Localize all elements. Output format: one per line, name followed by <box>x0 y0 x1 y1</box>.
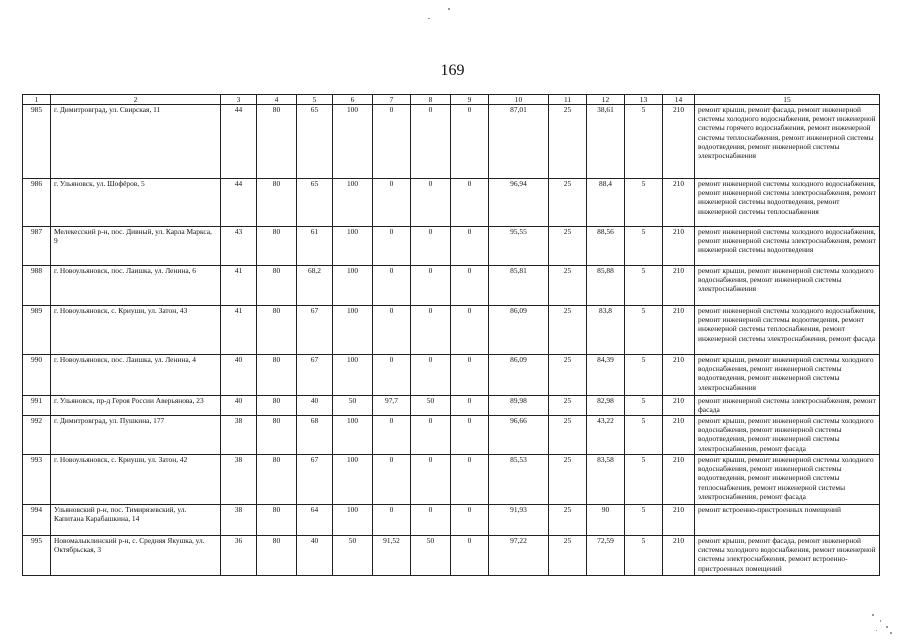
table-row <box>23 266 880 306</box>
repair-table <box>22 94 880 576</box>
value-cell: 80 <box>257 355 297 396</box>
value-cell: 67 <box>297 455 333 505</box>
value-cell: 5 <box>625 227 663 266</box>
value-cell: 0 <box>451 455 489 505</box>
value-cell: 0 <box>373 105 411 179</box>
table-row <box>23 505 880 536</box>
value-cell: 96,94 <box>489 179 549 227</box>
address-cell: г. Ульяновск, ул. Шофёров, 5 <box>51 179 221 227</box>
value-cell: 210 <box>663 416 695 455</box>
column-header: 15 <box>695 95 880 105</box>
value-cell: 25 <box>549 416 587 455</box>
value-cell: 80 <box>257 536 297 576</box>
value-cell: 5 <box>625 396 663 416</box>
value-cell: 50 <box>333 396 373 416</box>
table-row <box>23 306 880 355</box>
value-cell: 91,52 <box>373 536 411 576</box>
value-cell: 210 <box>663 105 695 179</box>
address-cell: г. Димитровград, ул. Пушкина, 177 <box>51 416 221 455</box>
value-cell: 61 <box>297 227 333 266</box>
table-row <box>23 416 880 455</box>
scan-speck <box>448 8 450 10</box>
value-cell: 0 <box>451 396 489 416</box>
value-cell: 97,7 <box>373 396 411 416</box>
value-cell: 0 <box>411 179 451 227</box>
scan-speck <box>876 630 877 631</box>
works-cell: ремонт крыши, ремонт фасада, ремонт инженерной системы холодного водоснабжения, ремонт инженерной системы горячего водоснабжения, ремонт инженерной системы теплоснабжения, ремонт инженерной системы водоотведения, ремонт инженерной системы электроснабжения <box>695 105 880 179</box>
value-cell: 0 <box>411 266 451 306</box>
value-cell: 100 <box>333 505 373 536</box>
value-cell: 38,61 <box>587 105 625 179</box>
value-cell: 0 <box>373 505 411 536</box>
value-cell: 25 <box>549 266 587 306</box>
column-header: 11 <box>549 95 587 105</box>
value-cell: 100 <box>333 355 373 396</box>
value-cell: 40 <box>297 396 333 416</box>
column-header: 9 <box>451 95 489 105</box>
table-row <box>23 355 880 396</box>
column-header: 3 <box>221 95 257 105</box>
value-cell: 96,66 <box>489 416 549 455</box>
works-cell: ремонт крыши, ремонт инженерной системы холодного водоснабжения, ремонт инженерной системы водоотведения, ремонт инженерной системы электроснабжения, ремонт фасада <box>695 416 880 455</box>
value-cell: 0 <box>451 179 489 227</box>
value-cell: 43 <box>221 227 257 266</box>
works-cell: ремонт инженерной системы холодного водоснабжения, ремонт инженерной системы электроснабжения, ремонт инженерной системы водоотведения, ремонт инженерной системы теплоснабжения <box>695 179 880 227</box>
table-row <box>23 455 880 505</box>
value-cell: 85,53 <box>489 455 549 505</box>
value-cell: 210 <box>663 505 695 536</box>
scan-speck <box>890 632 892 634</box>
value-cell: 0 <box>373 266 411 306</box>
value-cell: 84,39 <box>587 355 625 396</box>
value-cell: 0 <box>411 455 451 505</box>
value-cell: 210 <box>663 355 695 396</box>
value-cell: 68 <box>297 416 333 455</box>
row-number: 994 <box>23 505 51 536</box>
value-cell: 25 <box>549 536 587 576</box>
value-cell: 80 <box>257 306 297 355</box>
value-cell: 85,81 <box>489 266 549 306</box>
address-cell: г. Ульяновск, пр-д Героя России Аверьянова, 23 <box>51 396 221 416</box>
value-cell: 0 <box>451 227 489 266</box>
value-cell: 40 <box>221 396 257 416</box>
column-header: 12 <box>587 95 625 105</box>
value-cell: 5 <box>625 105 663 179</box>
value-cell: 210 <box>663 227 695 266</box>
value-cell: 86,09 <box>489 306 549 355</box>
value-cell: 5 <box>625 505 663 536</box>
works-cell: ремонт встроенно-пристроенных помещений <box>695 505 880 536</box>
row-number: 995 <box>23 536 51 576</box>
value-cell: 5 <box>625 355 663 396</box>
address-cell: г. Димитровград, ул. Свирская, 11 <box>51 105 221 179</box>
value-cell: 0 <box>411 227 451 266</box>
value-cell: 100 <box>333 266 373 306</box>
column-header: 5 <box>297 95 333 105</box>
value-cell: 80 <box>257 505 297 536</box>
value-cell: 68,2 <box>297 266 333 306</box>
works-cell: ремонт крыши, ремонт инженерной системы холодного водоснабжения, ремонт инженерной системы водоотведения, ремонт инженерной системы электроснабжения <box>695 355 880 396</box>
value-cell: 100 <box>333 105 373 179</box>
row-number: 993 <box>23 455 51 505</box>
column-header: 14 <box>663 95 695 105</box>
value-cell: 89,98 <box>489 396 549 416</box>
value-cell: 85,88 <box>587 266 625 306</box>
value-cell: 95,55 <box>489 227 549 266</box>
value-cell: 210 <box>663 396 695 416</box>
value-cell: 0 <box>373 227 411 266</box>
address-cell: г. Новоульяновск, с. Криуши, ул. Затон, 43 <box>51 306 221 355</box>
value-cell: 100 <box>333 227 373 266</box>
value-cell: 80 <box>257 227 297 266</box>
value-cell: 86,09 <box>489 355 549 396</box>
row-number: 989 <box>23 306 51 355</box>
value-cell: 5 <box>625 306 663 355</box>
value-cell: 210 <box>663 179 695 227</box>
value-cell: 0 <box>411 355 451 396</box>
works-cell: ремонт инженерной системы электроснабжения, ремонт фасада <box>695 396 880 416</box>
row-number: 990 <box>23 355 51 396</box>
value-cell: 38 <box>221 416 257 455</box>
value-cell: 36 <box>221 536 257 576</box>
value-cell: 90 <box>587 505 625 536</box>
value-cell: 0 <box>411 416 451 455</box>
column-header: 1 <box>23 95 51 105</box>
value-cell: 25 <box>549 505 587 536</box>
value-cell: 88,4 <box>587 179 625 227</box>
value-cell: 82,98 <box>587 396 625 416</box>
value-cell: 0 <box>411 505 451 536</box>
value-cell: 91,93 <box>489 505 549 536</box>
value-cell: 80 <box>257 105 297 179</box>
value-cell: 210 <box>663 536 695 576</box>
row-number: 992 <box>23 416 51 455</box>
value-cell: 87,01 <box>489 105 549 179</box>
value-cell: 0 <box>373 306 411 355</box>
value-cell: 210 <box>663 266 695 306</box>
value-cell: 38 <box>221 505 257 536</box>
row-number: 985 <box>23 105 51 179</box>
scan-speck <box>428 18 430 19</box>
column-header: 2 <box>51 95 221 105</box>
address-cell: г. Новоульяновск, с. Криуши, ул. Затон, 42 <box>51 455 221 505</box>
column-header: 8 <box>411 95 451 105</box>
value-cell: 100 <box>333 179 373 227</box>
value-cell: 50 <box>411 536 451 576</box>
value-cell: 0 <box>373 416 411 455</box>
table-row <box>23 227 880 266</box>
value-cell: 97,22 <box>489 536 549 576</box>
value-cell: 41 <box>221 266 257 306</box>
value-cell: 210 <box>663 455 695 505</box>
value-cell: 5 <box>625 179 663 227</box>
value-cell: 0 <box>373 179 411 227</box>
column-header: 10 <box>489 95 549 105</box>
value-cell: 40 <box>221 355 257 396</box>
value-cell: 40 <box>297 536 333 576</box>
value-cell: 0 <box>451 536 489 576</box>
table-row <box>23 105 880 179</box>
value-cell: 80 <box>257 179 297 227</box>
value-cell: 0 <box>451 505 489 536</box>
scan-speck <box>872 614 874 616</box>
value-cell: 80 <box>257 416 297 455</box>
address-cell: Мелекесский р-н, пос. Дивный, ул. Карла Маркса, 9 <box>51 227 221 266</box>
value-cell: 5 <box>625 266 663 306</box>
scan-speck <box>880 620 881 622</box>
table-row <box>23 396 880 416</box>
value-cell: 25 <box>549 306 587 355</box>
value-cell: 25 <box>549 355 587 396</box>
value-cell: 25 <box>549 455 587 505</box>
value-cell: 65 <box>297 179 333 227</box>
value-cell: 100 <box>333 455 373 505</box>
value-cell: 0 <box>411 105 451 179</box>
value-cell: 83,8 <box>587 306 625 355</box>
value-cell: 0 <box>451 355 489 396</box>
header-row <box>23 95 880 105</box>
value-cell: 210 <box>663 306 695 355</box>
row-number: 991 <box>23 396 51 416</box>
value-cell: 80 <box>257 266 297 306</box>
value-cell: 50 <box>333 536 373 576</box>
address-cell: Новомалыклинский р-н, с. Средняя Якушка, ул. Октябрьская, 3 <box>51 536 221 576</box>
value-cell: 64 <box>297 505 333 536</box>
works-cell: ремонт крыши, ремонт фасада, ремонт инженерной системы холодного водоснабжения, ремонт инженерной системы электроснабжения, ремонт встроенно-пристроенных помещений <box>695 536 880 576</box>
page-number: 169 <box>440 62 465 79</box>
value-cell: 0 <box>451 105 489 179</box>
address-cell: Ульяновский р-н, пос. Тимирязевский, ул. Капитана Карабашкина, 14 <box>51 505 221 536</box>
value-cell: 80 <box>257 455 297 505</box>
value-cell: 44 <box>221 179 257 227</box>
row-number: 986 <box>23 179 51 227</box>
value-cell: 72,59 <box>587 536 625 576</box>
table-row <box>23 179 880 227</box>
value-cell: 100 <box>333 416 373 455</box>
value-cell: 50 <box>411 396 451 416</box>
table-row <box>23 536 880 576</box>
value-cell: 80 <box>257 396 297 416</box>
value-cell: 0 <box>373 455 411 505</box>
value-cell: 67 <box>297 355 333 396</box>
value-cell: 38 <box>221 455 257 505</box>
column-header: 4 <box>257 95 297 105</box>
row-number: 987 <box>23 227 51 266</box>
column-header: 13 <box>625 95 663 105</box>
column-header: 6 <box>333 95 373 105</box>
works-cell: ремонт инженерной системы холодного водоснабжения, ремонт инженерной системы электроснабжения, ремонт инженерной системы водоотведения <box>695 227 880 266</box>
value-cell: 65 <box>297 105 333 179</box>
value-cell: 25 <box>549 105 587 179</box>
column-header: 7 <box>373 95 411 105</box>
value-cell: 88,56 <box>587 227 625 266</box>
value-cell: 100 <box>333 306 373 355</box>
value-cell: 5 <box>625 536 663 576</box>
row-number: 988 <box>23 266 51 306</box>
value-cell: 25 <box>549 227 587 266</box>
value-cell: 83,58 <box>587 455 625 505</box>
works-cell: ремонт инженерной системы холодного водоснабжения, ремонт инженерной системы водоотведения, ремонт инженерной системы теплоснабжения, ремонт инженерной системы электроснабжения, ремонт фасада <box>695 306 880 355</box>
works-cell: ремонт крыши, ремонт инженерной системы холодного водоснабжения, ремонт инженерной системы электроснабжения <box>695 266 880 306</box>
value-cell: 0 <box>451 416 489 455</box>
address-cell: г. Новоульяновск, пос. Лаишка, ул. Ленина, 4 <box>51 355 221 396</box>
value-cell: 41 <box>221 306 257 355</box>
value-cell: 25 <box>549 396 587 416</box>
value-cell: 44 <box>221 105 257 179</box>
value-cell: 0 <box>451 306 489 355</box>
value-cell: 67 <box>297 306 333 355</box>
value-cell: 5 <box>625 455 663 505</box>
value-cell: 43,22 <box>587 416 625 455</box>
scan-speck <box>886 626 888 628</box>
address-cell: г. Новоульяновск, пос. Лаишка, ул. Ленина, 6 <box>51 266 221 306</box>
value-cell: 25 <box>549 179 587 227</box>
value-cell: 0 <box>451 266 489 306</box>
value-cell: 0 <box>411 306 451 355</box>
value-cell: 5 <box>625 416 663 455</box>
works-cell: ремонт крыши, ремонт инженерной системы холодного водоснабжения, ремонт инженерной системы водоотведения, ремонт инженерной системы теплоснабжения, ремонт инженерной системы электроснабжения, ремонт фасада <box>695 455 880 505</box>
value-cell: 0 <box>373 355 411 396</box>
